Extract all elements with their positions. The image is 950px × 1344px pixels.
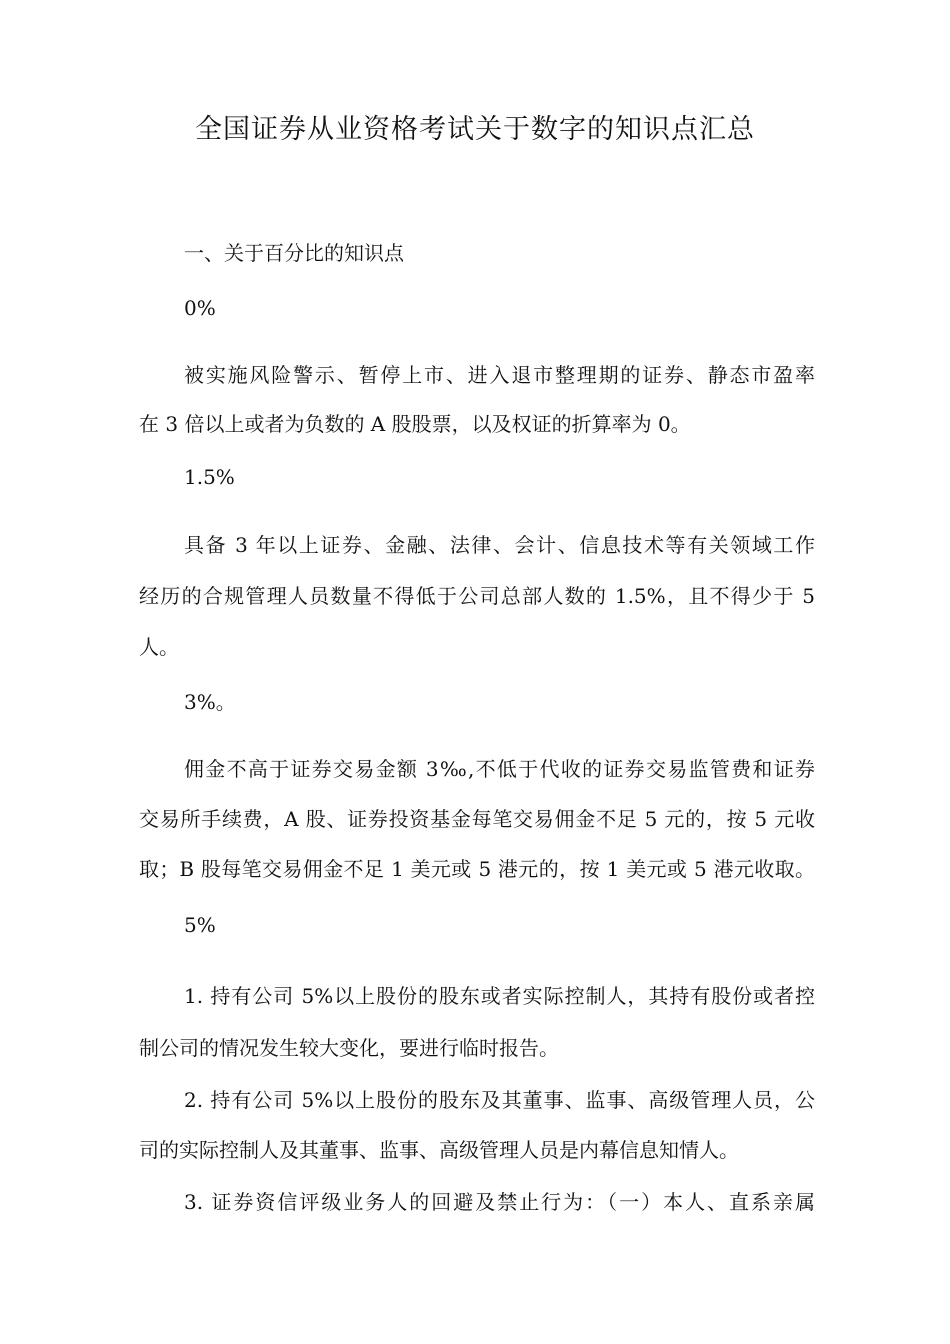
item-heading-0pct: 0% bbox=[184, 296, 216, 320]
paragraph-line: 经历的合规管理人员数量不得低于公司总部人数的 1.5%，且不得少于 5 bbox=[139, 584, 815, 608]
section-heading: 一、关于百分比的知识点 bbox=[184, 241, 404, 265]
numbered-point-line: 2. 持有公司 5%以上股份的股东及其董事、监事、高级管理人员，公 bbox=[184, 1088, 815, 1112]
paragraph-line: 被实施风险警示、暂停上市、进入退市整理期的证券、静态市盈率 bbox=[184, 363, 815, 387]
numbered-point-line: 司的实际控制人及其董事、监事、高级管理人员是内幕信息知情人。 bbox=[139, 1138, 739, 1162]
paragraph-line: 交易所手续费，A 股、证券投资基金每笔交易佣金不足 5 元的，按 5 元收 bbox=[139, 807, 815, 831]
numbered-point-line: 3. 证券资信评级业务人的回避及禁止行为：（一）本人、直系亲属 bbox=[184, 1190, 815, 1214]
paragraph-line: 具备 3 年以上证券、金融、法律、会计、信息技术等有关领域工作 bbox=[184, 533, 815, 557]
paragraph-line: 取；B 股每笔交易佣金不足 1 美元或 5 港元的，按 1 美元或 5 港元收取。 bbox=[139, 857, 815, 881]
paragraph-line: 佣金不高于证券交易金额 3‰,不低于代收的证券交易监管费和证券 bbox=[184, 757, 815, 781]
numbered-point-line: 1. 持有公司 5%以上股份的股东或者实际控制人，其持有股份或者控 bbox=[184, 984, 815, 1008]
item-heading-5pct: 5% bbox=[184, 913, 216, 937]
document-title: 全国证券从业资格考试关于数字的知识点汇总 bbox=[195, 114, 755, 145]
paragraph-line: 人。 bbox=[139, 635, 179, 659]
paragraph-line: 在 3 倍以上或者为负数的 A 股股票，以及权证的折算率为 0。 bbox=[139, 412, 691, 436]
numbered-point-line: 制公司的情况发生较大变化，要进行临时报告。 bbox=[139, 1036, 559, 1060]
item-heading-1-5pct: 1.5% bbox=[184, 465, 235, 489]
item-heading-3pct: 3%。 bbox=[184, 690, 236, 714]
